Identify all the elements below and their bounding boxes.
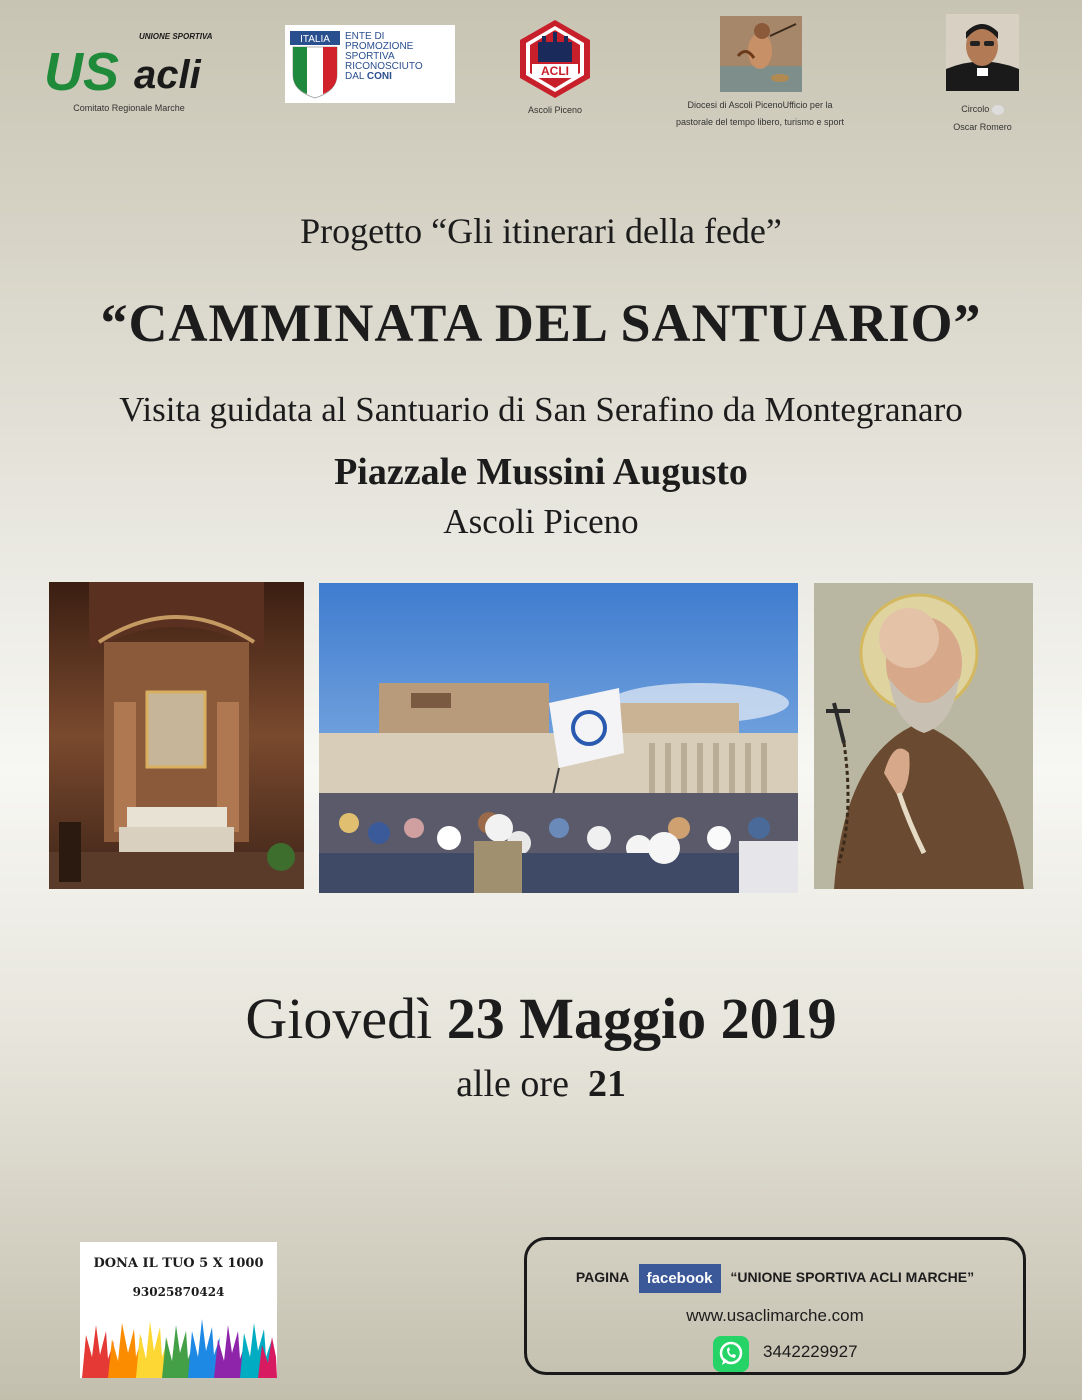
event-time-prefix: alle ore xyxy=(456,1063,569,1105)
visit-description: Visita guidata al Santuario di San Serafino da Montegranaro xyxy=(119,390,963,429)
coni-text xyxy=(345,32,455,82)
facebook-page-row xyxy=(527,1264,1023,1293)
diocesi-caption xyxy=(660,97,860,131)
meeting-city: Ascoli Piceno xyxy=(443,502,639,541)
contact-box xyxy=(524,1237,1026,1375)
event-date-value: 23 Maggio 2019 xyxy=(446,986,837,1051)
st-peters-square-crowd-photo xyxy=(319,583,798,893)
coni-line-1: ENTE DI PROMOZIONE xyxy=(345,31,414,52)
italia-shield-icon xyxy=(290,31,340,99)
coni-logo xyxy=(285,25,455,103)
whatsapp-icon xyxy=(713,1336,749,1372)
diocesi-caption-line-1: Diocesi di Ascoli PicenoUfficio per la xyxy=(687,100,833,110)
dona-line-1: DONA IL TUO 5 X 1000 xyxy=(93,1256,264,1271)
facebook-page-name[interactable]: “UNIONE SPORTIVA ACLI MARCHE” xyxy=(730,1269,975,1286)
event-title: “CAMMINATA DEL SANTUARIO” xyxy=(100,293,982,353)
oscar-romero-portrait xyxy=(946,14,1019,91)
dona-tax-code: 93025870424 xyxy=(132,1285,225,1299)
coni-line-3: RICONOSCIUTO xyxy=(345,61,423,72)
project-subtitle: Progetto “Gli itinerari della fede” xyxy=(300,211,782,251)
acli-ascoli-badge xyxy=(518,18,592,100)
acli-caption: Ascoli Piceno xyxy=(527,105,583,115)
event-weekday: Giovedì xyxy=(245,986,433,1051)
website-link[interactable]: www.usaclimarche.com xyxy=(686,1306,864,1325)
event-time xyxy=(0,1062,1082,1106)
romero-caption xyxy=(930,100,1035,136)
acli-badge-text: ACLI xyxy=(541,64,569,78)
event-time-value: 21 xyxy=(587,1063,626,1105)
romero-caption-line-1: Circolo xyxy=(961,104,990,114)
facebook-logo-icon: facebook xyxy=(639,1264,721,1293)
phone-number[interactable]: 3442229927 xyxy=(763,1342,858,1361)
circolo-mini-icon xyxy=(992,105,1004,115)
usacli-us-text: US xyxy=(44,42,120,98)
san-serafino-painting xyxy=(814,583,1033,889)
coni-italia-text: ITALIA xyxy=(300,34,330,45)
usacli-acli-text: acli xyxy=(134,53,201,97)
sanctuary-altar-photo xyxy=(49,582,304,889)
diocesi-mosaic-logo xyxy=(720,16,802,92)
coni-line-2: SPORTIVA xyxy=(345,51,395,62)
colorful-hands-icon xyxy=(80,1317,277,1378)
meeting-location: Piazzale Mussini Augusto xyxy=(334,451,748,493)
romero-caption-line-2: Oscar Romero xyxy=(953,122,1012,132)
diocesi-caption-line-2: pastorale del tempo libero, turismo e sport xyxy=(675,117,845,127)
event-date xyxy=(0,985,1082,1052)
coni-dal: DAL xyxy=(345,71,365,82)
coni-bold: CONI xyxy=(366,71,392,82)
whatsapp-row xyxy=(713,1336,858,1376)
pagina-label: PAGINA xyxy=(575,1269,629,1286)
dona-5x1000-box xyxy=(80,1242,277,1378)
us-acli-logo xyxy=(44,30,214,98)
usacli-top-text: UNIONE SPORTIVA xyxy=(139,32,213,41)
usacli-caption: Comitato Regionale Marche xyxy=(73,103,185,113)
